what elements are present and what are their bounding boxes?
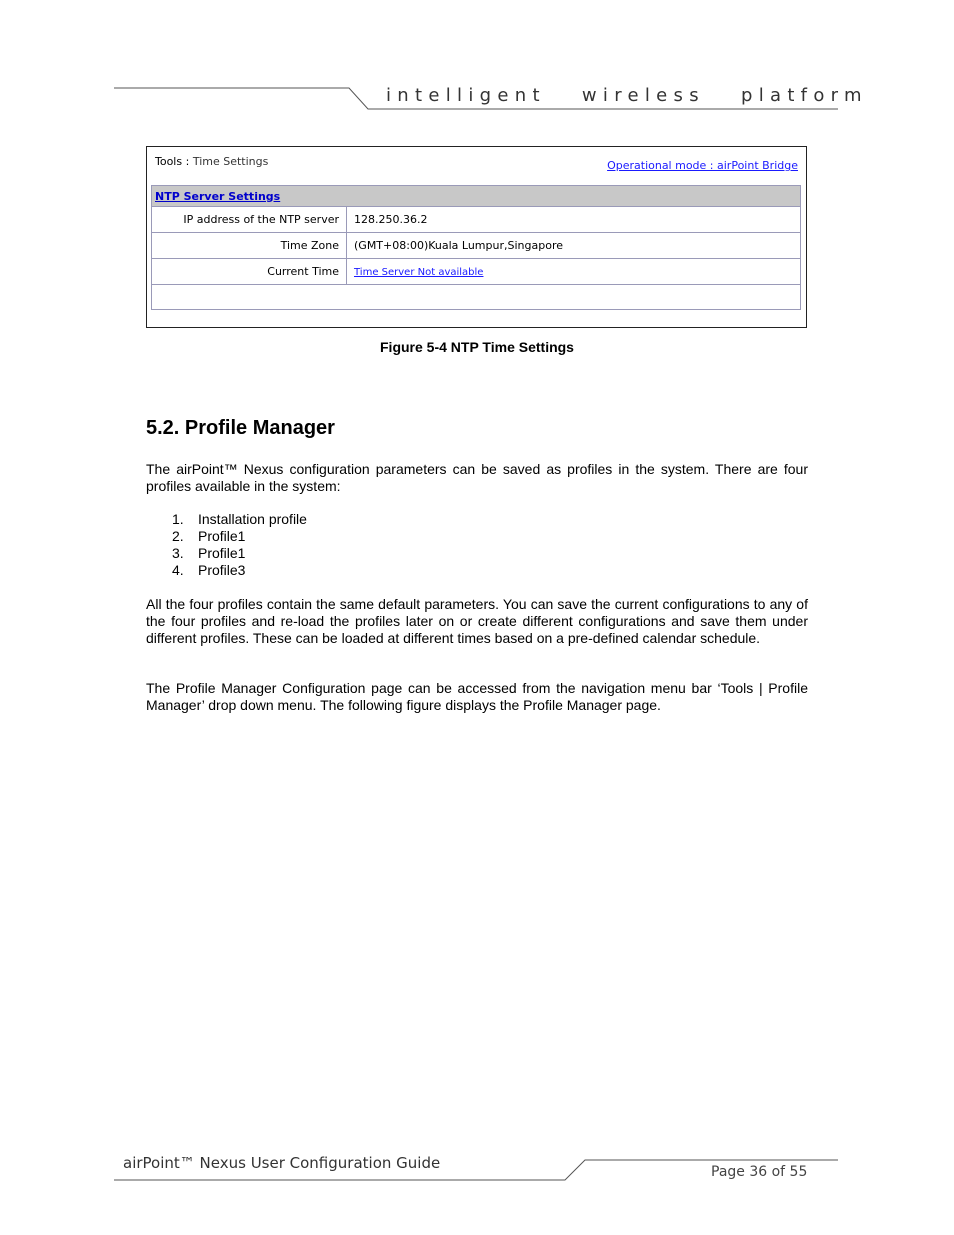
list-item <box>146 562 307 579</box>
table-row <box>152 259 801 285</box>
list-number: 4. <box>172 562 184 578</box>
section-title: 5.2. Profile Manager <box>146 417 335 439</box>
list-number: 3. <box>172 545 184 561</box>
time-zone-label: Time Zone <box>152 233 347 259</box>
empty-cell <box>152 285 801 310</box>
title-tools: Tools : <box>155 155 190 168</box>
intro-paragraph: The airPoint™ Nexus configuration parameters can be saved as profiles in the system. There are four profiles available in the system: <box>146 461 808 494</box>
table-row <box>152 233 801 259</box>
ntp-ip-label: IP address of the NTP server <box>152 207 347 233</box>
figure-caption: Figure 5-4 NTP Time Settings <box>380 339 574 355</box>
profiles-paragraph: All the four profiles contain the same default parameters. You can save the current configurations to any of the four profiles and re-load the profiles later on or create different configurations and save them under different profiles. These can be loaded at different times based on a pre-defined calendar schedule. <box>146 596 808 646</box>
table-row <box>152 207 801 233</box>
ntp-server-settings-link[interactable]: NTP Server Settings <box>155 189 281 203</box>
current-time-cell <box>347 259 801 285</box>
current-time-label: Current Time <box>152 259 347 285</box>
table-section-row <box>152 186 801 207</box>
footer-page-number: Page 36 of 55 <box>711 1164 808 1180</box>
footer-guide-title: airPoint™ Nexus User Configuration Guide <box>123 1154 441 1172</box>
list-text: Profile1 <box>198 528 246 544</box>
operational-mode-link[interactable]: Operational mode : airPoint Bridge <box>607 159 798 172</box>
time-server-link[interactable]: Time Server Not available <box>354 267 484 278</box>
profile-list <box>146 511 307 579</box>
screenshot-title <box>155 155 268 168</box>
list-text: Profile1 <box>198 545 246 561</box>
list-text: Profile3 <box>198 562 246 578</box>
ntp-settings-screenshot <box>146 146 807 328</box>
time-zone-value: (GMT+08:00)Kuala Lumpur,Singapore <box>347 233 801 259</box>
access-paragraph: The Profile Manager Configuration page can be accessed from the navigation menu bar ‘Tools | Profile Manager’ drop down menu. The following figure displays the Profile Manager page. <box>146 680 808 713</box>
list-number: 2. <box>172 528 184 544</box>
list-number: 1. <box>172 511 184 527</box>
list-text: Installation profile <box>198 511 307 527</box>
ntp-ip-value: 128.250.36.2 <box>347 207 801 233</box>
table-row <box>152 285 801 310</box>
list-item <box>146 528 307 545</box>
section-header <box>152 186 801 207</box>
list-item <box>146 545 307 562</box>
title-time-settings: Time Settings <box>192 155 269 168</box>
header-tagline: intelligent wireless platform <box>386 85 868 106</box>
ntp-settings-table <box>151 185 801 310</box>
list-item <box>146 511 307 528</box>
